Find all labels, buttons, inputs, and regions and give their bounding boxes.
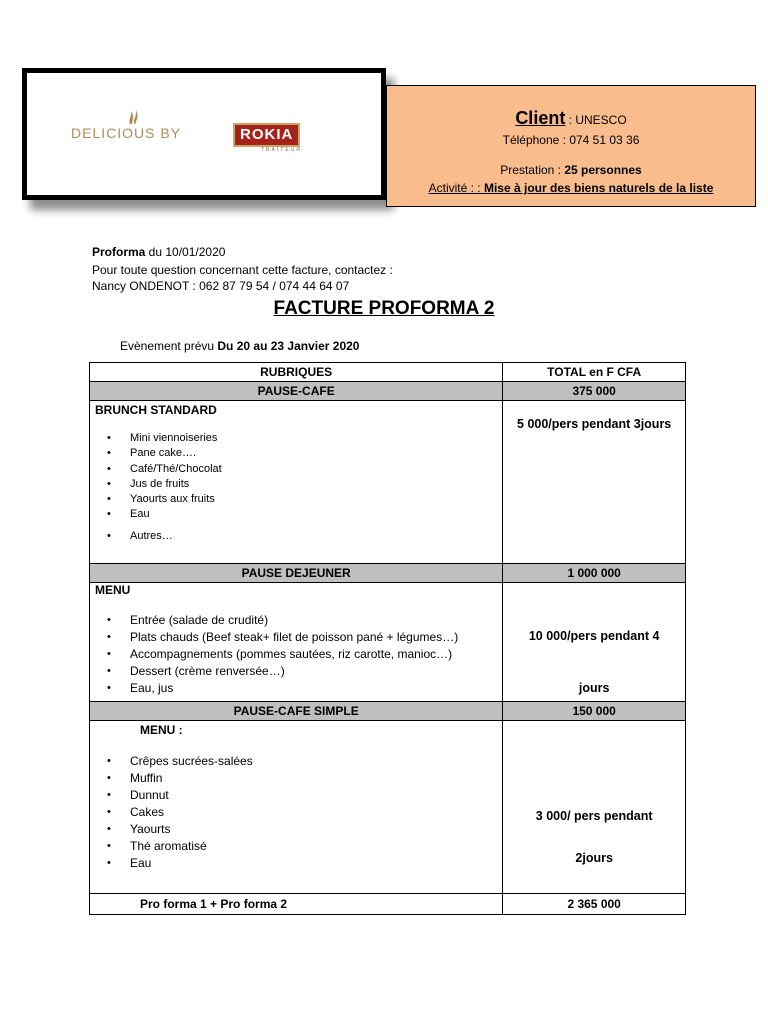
proforma-date: du 10/01/2020: [145, 245, 226, 259]
item-list: [90, 753, 502, 872]
list-item: • Eau: [90, 507, 502, 522]
section-row-pause-cafe-simple: [90, 702, 686, 721]
section-detail: [90, 721, 503, 894]
section-name: PAUSE-CAFE SIMPLE: [90, 702, 503, 721]
client-name: : UNESCO: [568, 113, 627, 127]
contact-person: Nancy ONDENOT : 062 87 79 54 / 074 44 64 07: [92, 279, 350, 293]
price-text: 5 000/pers pendant 3jours: [517, 417, 672, 431]
table-header-row: [90, 363, 686, 382]
section-title: MENU: [95, 583, 131, 597]
logo-brand: ROKIA: [233, 123, 300, 147]
list-item: • Dunnut: [90, 787, 502, 804]
section-total: 375 000: [503, 382, 686, 401]
event-line: [120, 339, 359, 353]
list-item: • Cakes: [90, 804, 502, 821]
page-title: FACTURE PROFORMA 2: [273, 298, 495, 319]
list-item: • Crêpes sucrées-salées: [90, 753, 502, 770]
list-item: • Jus de fruits: [90, 477, 502, 492]
logo-box: [22, 68, 386, 200]
total-value: 2 365 000: [503, 894, 686, 915]
activity-value: Mise à jour des biens naturels de la liste: [483, 181, 714, 195]
list-item: • Café/Thé/Chocolat: [90, 462, 502, 477]
price-cell: [503, 721, 686, 894]
logo-subtext: TRAITEUR: [261, 147, 302, 153]
list-item: • Entrée (salade de crudité): [90, 612, 502, 629]
list-item: • Dessert (crème renversée…): [90, 663, 502, 680]
price-text-2: 2jours: [575, 851, 613, 865]
event-dates: Du 20 au 23 Janvier 2020: [217, 339, 360, 353]
section-name: PAUSE DEJEUNER: [90, 564, 503, 583]
section-detail-row: [90, 721, 686, 894]
logo-text: DELICIOUS BY: [71, 125, 182, 141]
proforma-label: Proforma: [92, 245, 146, 259]
section-detail: [90, 583, 503, 702]
section-total: 1 000 000: [503, 564, 686, 583]
section-detail-row: [90, 583, 686, 702]
item-list: [90, 431, 502, 544]
total-row: [90, 894, 686, 915]
prestation-label: Prestation :: [500, 163, 565, 177]
total-label: Pro forma 1 + Pro forma 2: [90, 894, 503, 915]
header-total: TOTAL en F CFA: [503, 363, 686, 382]
list-item: • Mini viennoiseries: [90, 431, 502, 446]
prestation-value: 25 personnes: [564, 163, 642, 177]
list-item: • Pane cake….: [90, 446, 502, 461]
item-list: [90, 612, 502, 697]
list-item: • Autres…: [90, 529, 502, 544]
price-text: 10 000/pers pendant 4: [528, 629, 660, 643]
list-item: • Accompagnements (pommes sautées, riz carotte, manioc…): [90, 646, 502, 663]
activity-label: Activité : :: [428, 181, 484, 195]
list-item: • Yaourts aux fruits: [90, 492, 502, 507]
list-item: • Muffin: [90, 770, 502, 787]
list-item: • Thé aromatisé: [90, 838, 502, 855]
section-row-pause-cafe: [90, 382, 686, 401]
section-row-pause-dejeuner: [90, 564, 686, 583]
price-text: 3 000/ pers pendant: [535, 809, 653, 823]
contact-line: Pour toute question concernant cette facture, contactez :: [92, 263, 393, 277]
price-cell: [503, 583, 686, 702]
logo: [71, 113, 341, 153]
section-title: BRUNCH STANDARD: [95, 403, 217, 417]
list-item: • Eau: [90, 855, 502, 872]
section-detail-row: [90, 401, 686, 564]
header-rubriques: RUBRIQUES: [90, 363, 503, 382]
flame-icon: [127, 109, 141, 125]
section-title: MENU :: [140, 723, 183, 737]
list-item: • Plats chauds (Beef steak+ filet de poisson pané + légumes…): [90, 629, 502, 646]
client-phone: Téléphone : 074 51 03 36: [502, 133, 640, 147]
list-item: • Yaourts: [90, 821, 502, 838]
section-detail: [90, 401, 503, 564]
price-text-2: jours: [578, 681, 610, 695]
client-info-box: [386, 85, 756, 207]
list-item: • Eau, jus: [90, 680, 502, 697]
event-prefix: Evènement prévu: [120, 339, 218, 353]
proforma-date-line: [92, 244, 225, 260]
section-name: PAUSE-CAFE: [90, 382, 503, 401]
price-cell: [503, 401, 686, 564]
client-label: Client: [515, 108, 566, 128]
section-total: 150 000: [503, 702, 686, 721]
invoice-table: [89, 362, 686, 915]
